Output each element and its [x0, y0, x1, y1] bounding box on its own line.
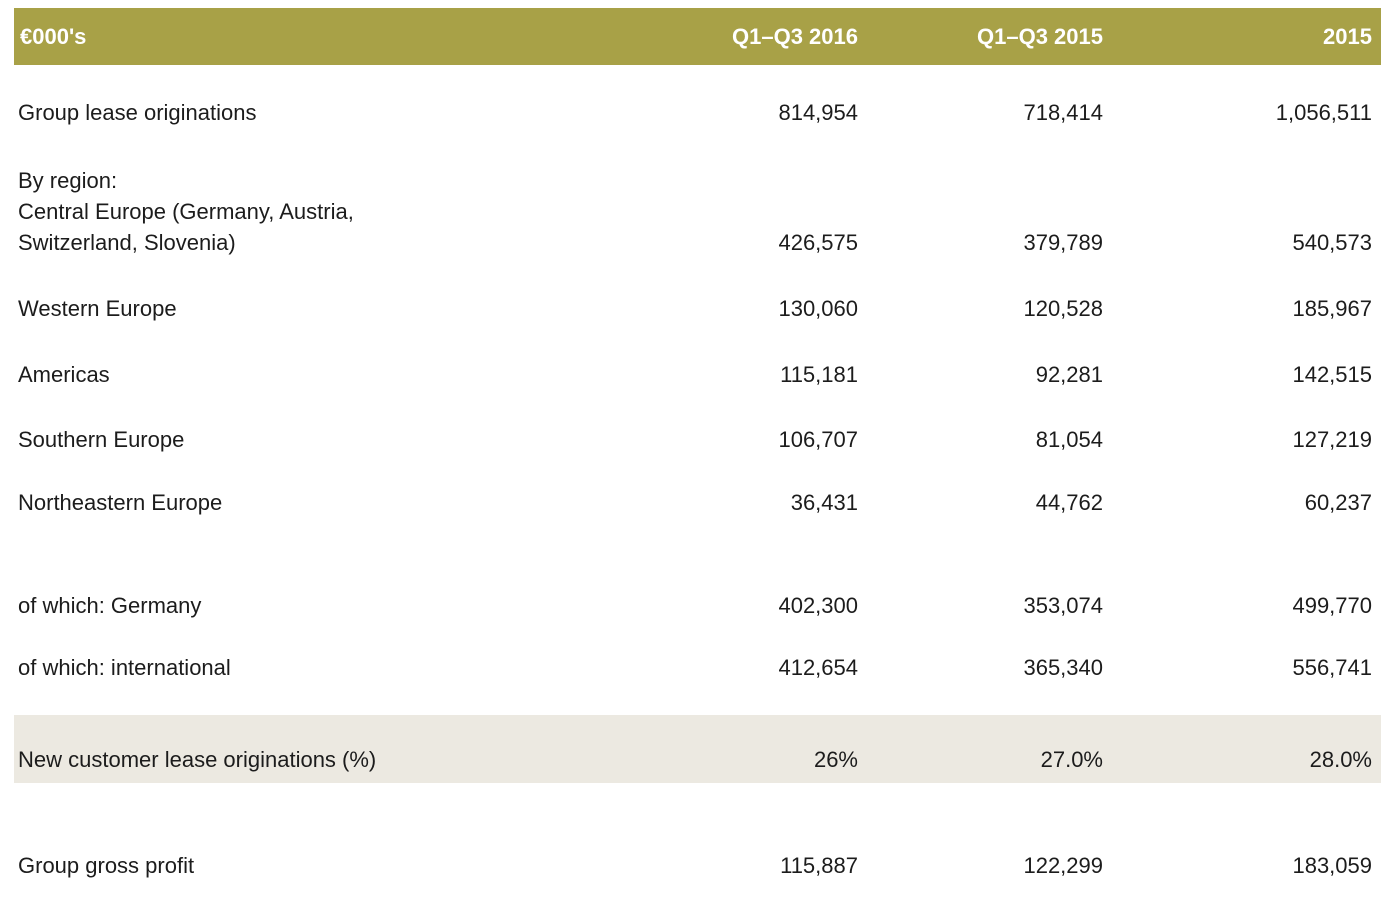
- row-label: of which: Germany: [18, 593, 202, 618]
- table-row-americas: [14, 362, 1381, 388]
- cell-value: 142,515: [1292, 362, 1372, 387]
- cell-value: 28.0%: [1309, 747, 1372, 772]
- cell-value: 130,060: [778, 296, 858, 321]
- cell-value: 106,707: [778, 427, 858, 452]
- table-row-new-customer-lease-originations-highlighted: [14, 715, 1381, 783]
- cell-value: 115,887: [780, 853, 858, 878]
- column-header-q1q3-2016: Q1–Q3 2016: [732, 23, 858, 49]
- cell-value: 185,967: [1292, 296, 1372, 321]
- row-label: of which: international: [18, 655, 231, 680]
- table-row-of-which-germany: [14, 593, 1381, 619]
- table-row-northeastern-europe: [14, 490, 1381, 516]
- table-row-group-gross-profit: [14, 853, 1381, 879]
- table-row-group-lease-originations: [14, 100, 1381, 126]
- cell-value: 44,762: [1035, 490, 1103, 515]
- cell-value: 540,573: [1292, 230, 1372, 255]
- cell-value: 127,219: [1292, 427, 1372, 452]
- cell-value: 499,770: [1292, 593, 1372, 618]
- cell-value: 814,954: [778, 100, 858, 125]
- cell-value: 92,281: [1035, 362, 1103, 387]
- cell-value: 556,741: [1292, 655, 1372, 680]
- row-label-multiline: [14, 165, 618, 258]
- row-label: Group lease originations: [18, 100, 257, 125]
- row-label-line: By region:: [18, 168, 118, 193]
- cell-value: 353,074: [1023, 593, 1103, 618]
- row-label: Southern Europe: [18, 427, 185, 452]
- table-header-row: [14, 8, 1381, 65]
- table-row-southern-europe: [14, 427, 1381, 453]
- row-label: New customer lease originations (%): [18, 747, 377, 772]
- cell-value: 365,340: [1023, 655, 1103, 680]
- cell-value: 426,575: [778, 230, 858, 255]
- cell-value: 120,528: [1023, 296, 1103, 321]
- table-row-central-europe: [14, 165, 1381, 258]
- row-label-line: Switzerland, Slovenia): [18, 230, 236, 255]
- cell-value: 115,181: [780, 362, 858, 387]
- cell-value: 379,789: [1023, 230, 1103, 255]
- cell-value: 81,054: [1035, 427, 1103, 452]
- cell-value: 36,431: [790, 490, 858, 515]
- row-label: Western Europe: [18, 296, 177, 321]
- row-label: Group gross profit: [18, 853, 195, 878]
- cell-value: 183,059: [1292, 853, 1372, 878]
- table-row-western-europe: [14, 296, 1381, 322]
- cell-value: 26%: [813, 747, 858, 772]
- cell-value: 718,414: [1023, 100, 1103, 125]
- table-row-of-which-international: [14, 655, 1381, 681]
- cell-value: 122,299: [1023, 853, 1103, 878]
- financial-table: [14, 8, 1381, 879]
- row-label: Northeastern Europe: [18, 490, 223, 515]
- column-header-2015: 2015: [1323, 23, 1372, 49]
- cell-value: 1,056,511: [1275, 100, 1372, 125]
- cell-value: 27.0%: [1040, 747, 1103, 772]
- row-label: Americas: [18, 362, 110, 387]
- unit-header: €000's: [20, 23, 87, 49]
- cell-value: 60,237: [1304, 490, 1372, 515]
- row-label-line: Central Europe (Germany, Austria,: [18, 199, 354, 224]
- cell-value: 412,654: [778, 655, 858, 680]
- cell-value: 402,300: [778, 593, 858, 618]
- column-header-q1q3-2015: Q1–Q3 2015: [977, 23, 1103, 49]
